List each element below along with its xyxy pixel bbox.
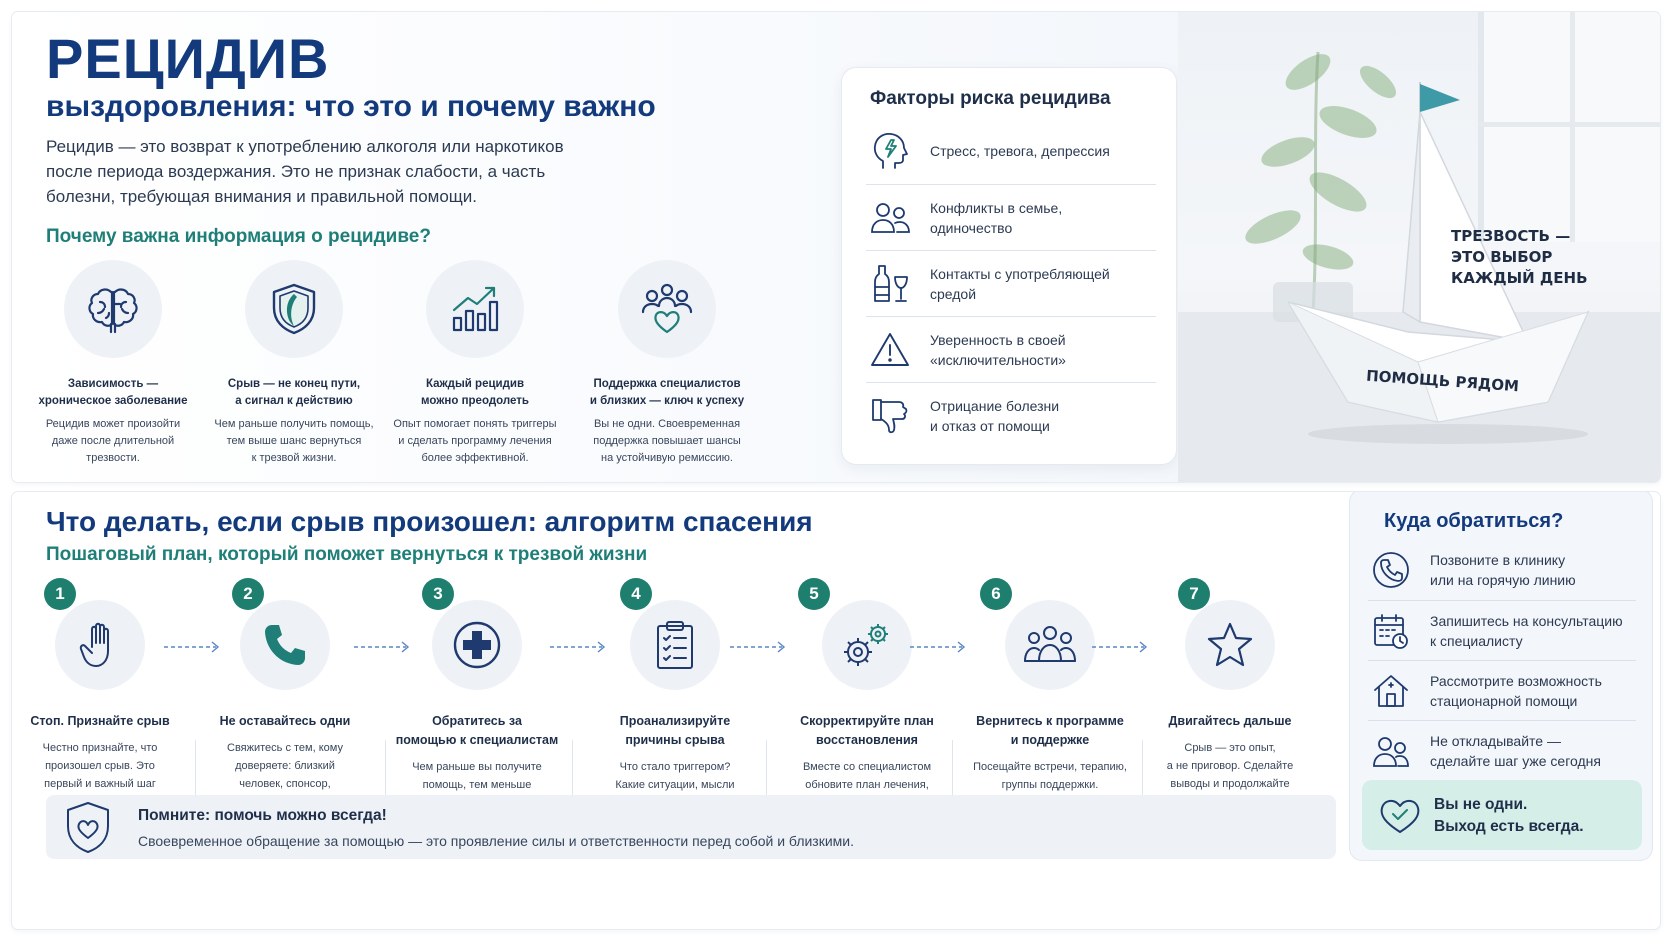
risk-item-contacts: Контакты с употребляющей средой [866,250,1156,316]
step-2: 2 Не оставайтесь одни Свяжитесь с тем, кому доверяете: близкий человек, спонсор, [210,578,360,811]
risk-item-denial: Отрицание болезни и отказ от помощи [866,382,1156,448]
arrow-right-icon [1090,640,1150,654]
thumbs-down-icon [869,395,911,437]
sail-text: ТРЕЗВОСТЬ — ЭТО ВЫБОР КАЖДЫЙ ДЕНЬ [1451,227,1588,287]
where-item-consult: Запишитесь на консультацию к специалисту [1368,600,1636,660]
heart-check-icon [1378,795,1422,835]
bottle-glass-icon [869,263,911,305]
remember-title: Помните: помочь можно всегда! [138,807,387,824]
bottom-panel [12,492,1660,929]
where-item-call: Позвоните в клинику или на горячую линию [1368,540,1636,600]
step-5: 5 Скорректируйте план восстановления Вместе со специалистом обновите план лечения, [774,578,960,830]
page-title: РЕЦИДИВ [46,27,330,90]
people-outline-icon [1372,732,1410,770]
algorithm-subtitle: Пошаговый план, который поможет вернуться к трезвой жизни [46,544,648,565]
algorithm-title: Что делать, если срыв произошел: алгоритм спасения [46,506,813,537]
step-number-badge: 6 [980,578,1012,610]
clipboard-icon [655,620,695,670]
not-alone-banner: Вы не одни. Выход есть всегда. [1362,780,1642,850]
step-number-badge: 1 [44,578,76,610]
risk-item-exclusivity: Уверенность в своей «исключительности» [866,316,1156,382]
risk-factors-title: Факторы риска рецидива [870,88,1111,109]
step-number-badge: 4 [620,578,652,610]
where-item-dont-delay: Не откладывайте — сделайте шаг уже сегодня [1368,720,1636,780]
phone-outline-icon [1372,551,1410,589]
where-to-go-title: Куда обратиться? [1384,510,1564,532]
where-item-inpatient: Рассмотрите возможность стационарной помощи [1368,660,1636,720]
step-3: 3 Обратитесь за помощью к специалистам Чем раньше вы получите помощь, тем меньше [392,578,562,830]
gears-icon [840,620,894,670]
why-item-overcome: Каждый рецидив можно преодолеть Опыт помогает понять триггеры и сделать программу лечения более эффективной. [380,260,570,467]
risk-item-stress: Стресс, тревога, депрессия [866,118,1156,184]
top-panel [12,12,1660,482]
step-1: 1 Стоп. Признайте срыв Честно признайте, что произошел срыв. Это первый и важный шаг [30,578,170,811]
step-4: 4 Проанализируйте причины срыва Что стало триггером? Какие ситуации, мысли [590,578,760,830]
growth-chart-icon [446,280,504,338]
why-heading: Почему важна информация о рецидиве? [46,226,431,247]
brain-icon [84,280,142,338]
why-item-signal: Срыв — не конец пути, а сигнал к действию Чем раньше получить помощь, тем выше шанс вернуться к трезвой жизни. [199,260,389,467]
step-6: 6 Вернитесь к программе и поддержке Посещайте встречи, терапию, группы поддержки. [962,578,1138,830]
step-number-badge: 3 [422,578,454,610]
group-heart-icon [637,280,697,338]
group-icon [1022,623,1078,667]
step-7: 7 Двигайтесь дальше Срыв — это опыт, а не приговор. Сделайте выводы и продолжайте [1150,578,1310,811]
where-to-go-card [1350,492,1652,860]
arrow-right-icon [162,640,222,654]
boat-text: ПОМОЩЬ РЯДОМ [1365,366,1520,396]
page-subtitle: выздоровления: что это и почему важно [46,90,656,123]
calendar-icon [1372,612,1410,650]
house-icon [1372,672,1410,710]
star-icon [1205,621,1255,669]
remember-banner [46,795,1336,859]
phone-icon [262,622,308,668]
stress-head-icon [869,130,911,172]
paper-boat-scene [1178,12,1660,482]
risk-item-conflicts: Конфликты в семье, одиночество [866,184,1156,250]
step-number-badge: 7 [1178,578,1210,610]
step-number-badge: 5 [798,578,830,610]
why-item-support: Поддержка специалистов и близких — ключ к успеху Вы не одни. Своевременная поддержка повышает шансы на устойчивую ремиссию. [572,260,762,467]
arrow-right-icon [352,640,412,654]
intro-text: Рецидив — это возврат к употреблению алкоголя или наркотиков после периода воздержания. Это не признак слабости, а часть болезни, требующая внимания и правильной помощи. [46,137,564,206]
risk-factors-card [842,68,1176,464]
warning-icon [869,329,911,371]
people-icon [869,197,911,239]
medical-cross-icon [452,620,502,670]
shield-icon [265,280,323,338]
arrow-right-icon [548,640,608,654]
step-number-badge: 2 [232,578,264,610]
arrow-right-icon [728,640,788,654]
why-item-chronic: Зависимость — хроническое заболевание Рецидив может произойти даже после длительной трезвости. [18,260,208,467]
shield-heart-icon [64,800,112,854]
remember-text: Своевременное обращение за помощью — это проявление силы и ответственности перед собой и близкими. [138,833,855,849]
stop-hand-icon [78,621,122,669]
arrow-right-icon [908,640,968,654]
